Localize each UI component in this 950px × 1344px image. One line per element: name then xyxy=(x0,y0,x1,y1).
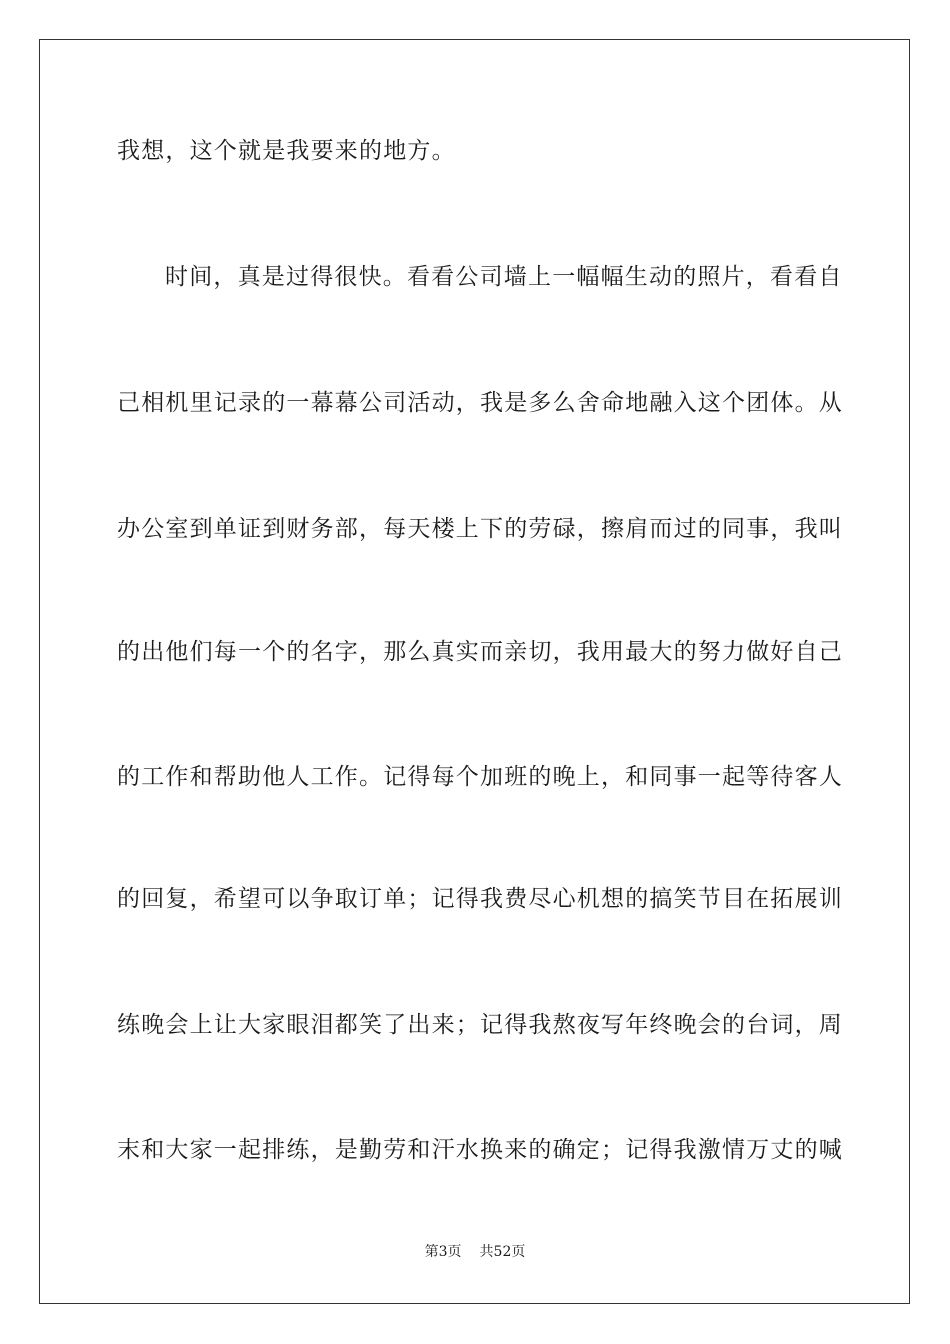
text-line-9: 末和大家一起排练，是勤劳和汗水换来的确定；记得我激情万丈的喊 xyxy=(117,1137,843,1163)
text-line-2: 时间，真是过得很快。看看公司墙上一幅幅生动的照片，看看自 xyxy=(165,264,843,290)
text-line-4: 办公室到单证到财务部，每天楼上下的劳碌，擦肩而过的同事，我叫 xyxy=(117,516,843,542)
page-footer xyxy=(0,1243,950,1261)
page-total: 共52页 xyxy=(479,1244,526,1260)
text-line-6: 的工作和帮助他人工作。记得每个加班的晚上，和同事一起等待客人 xyxy=(117,764,843,790)
text-line-5: 的出他们每一个的名字，那么真实而亲切，我用最大的努力做好自己 xyxy=(117,639,843,665)
text-line-1: 我想，这个就是我要来的地方。 xyxy=(117,138,456,164)
text-line-8: 练晚会上让大家眼泪都笑了出来；记得我熬夜写年终晚会的台词，周 xyxy=(117,1012,843,1038)
page-number: 第3页 xyxy=(424,1244,462,1260)
text-line-7: 的回复，希望可以争取订单；记得我费尽心机想的搞笑节目在拓展训 xyxy=(117,886,843,912)
text-line-3: 己相机里记录的一幕幕公司活动，我是多么舍命地融入这个团体。从 xyxy=(117,390,843,416)
page-border xyxy=(39,39,910,1304)
